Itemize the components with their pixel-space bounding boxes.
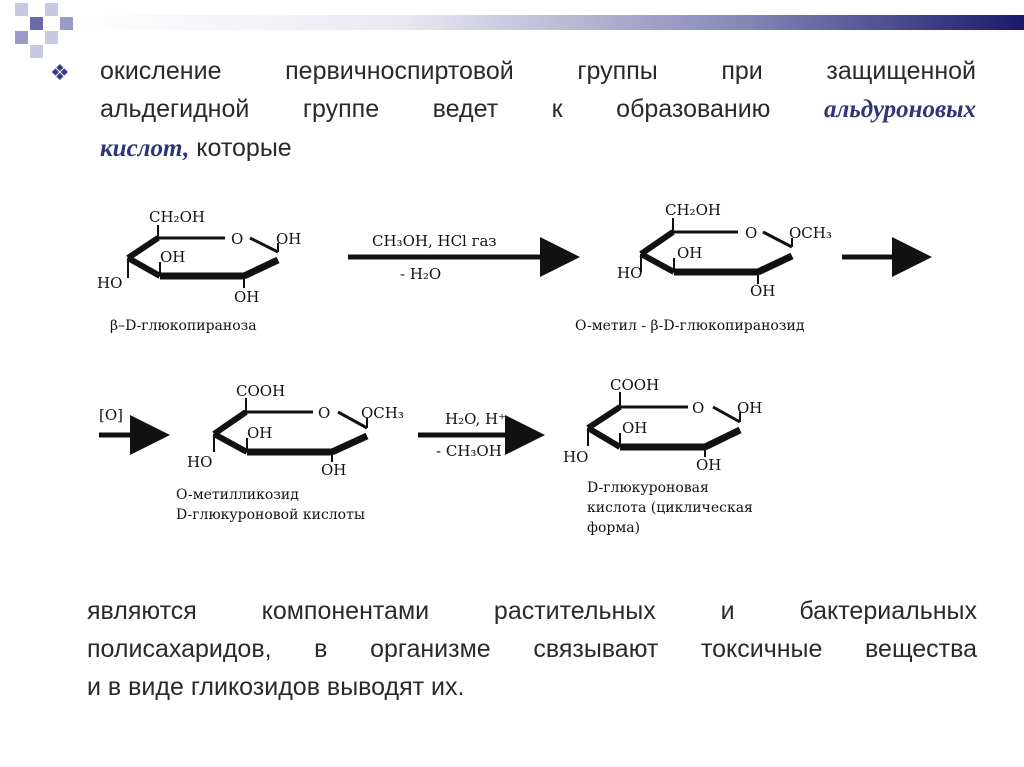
mol1-left-group: HO: [97, 274, 123, 292]
mol3-top-group: COOH: [236, 382, 286, 400]
mol1-ring-oxygen: O: [231, 230, 244, 248]
mol3-inner-group: OH: [247, 424, 273, 442]
methyl-glucoside-structure: [641, 218, 792, 284]
mol3-caption-2: D-глюкуроновой кислоты: [176, 507, 365, 523]
term-acids: кислот,: [100, 135, 190, 162]
mol3-ring-oxygen: O: [318, 404, 331, 422]
mol4-inner-group: OH: [622, 419, 648, 437]
conclusion-paragraph: [87, 592, 977, 706]
mol4-caption-1: D-глюкуроновая: [587, 480, 709, 496]
intro-line-2-text: альдегидной группе ведет к образованию: [100, 95, 771, 123]
mol2-bottom-group: OH: [750, 282, 776, 300]
mol4-right-group: OH: [737, 399, 763, 417]
conclusion-line-1: являются компонентами растительных и бактериальных: [87, 597, 977, 625]
step2-oxidant: [O]: [99, 406, 124, 424]
step3-byproduct: - CH₃OH: [436, 442, 502, 460]
step1-byproduct: - H₂O: [400, 265, 442, 283]
mol1-right-group: OH: [276, 230, 302, 248]
mol3-bottom-group: OH: [321, 461, 347, 479]
mol3-left-group: HO: [187, 453, 213, 471]
glucuronic-acid-structure: [588, 392, 740, 457]
mol2-caption: O-метил - β-D-глюкопиранозид: [575, 318, 805, 334]
intro-line-1: окисление первичноспиртовой группы при защищенной: [100, 57, 976, 85]
mol4-caption-3: форма): [587, 520, 641, 536]
mol1-bottom-group: OH: [234, 288, 260, 306]
intro-line-3-text: которые: [189, 134, 292, 162]
mol1-caption: β–D-глюкопираноза: [110, 318, 257, 334]
mol1-inner-group: OH: [160, 248, 186, 266]
mol3-right-group: OCH₃: [361, 404, 404, 422]
mol4-ring-oxygen: O: [692, 399, 705, 417]
mol4-left-group: HO: [563, 448, 589, 466]
conclusion-line-2: полисахаридов, в организме связывают токсичные вещества: [87, 635, 977, 663]
step1-reagents: CH₃OH, HCl газ: [372, 232, 497, 250]
diamond-flower-icon: ❖: [50, 60, 70, 85]
methyl-glucuronide-structure: [214, 398, 367, 462]
mol4-caption-2: кислота (циклическая: [587, 500, 753, 516]
mol3-caption-1: O-метилликозид: [176, 487, 299, 503]
mol2-inner-group: OH: [677, 244, 703, 262]
mol4-top-group: COOH: [610, 376, 660, 394]
conclusion-line-3: и в виде гликозидов выводят их.: [87, 673, 465, 701]
step3-reagents: H₂O, H⁺: [445, 410, 507, 428]
mol4-bottom-group: OH: [696, 456, 722, 474]
term-alduronic: альдуроновых: [824, 96, 976, 123]
mol1-top-group: CH₂OH: [149, 208, 205, 226]
mol2-right-group: OCH₃: [789, 224, 832, 242]
mol2-left-group: HO: [617, 264, 643, 282]
mol2-ring-oxygen: O: [745, 224, 758, 242]
glucopyranose-structure: [128, 225, 278, 288]
mol2-top-group: CH₂OH: [665, 201, 721, 219]
